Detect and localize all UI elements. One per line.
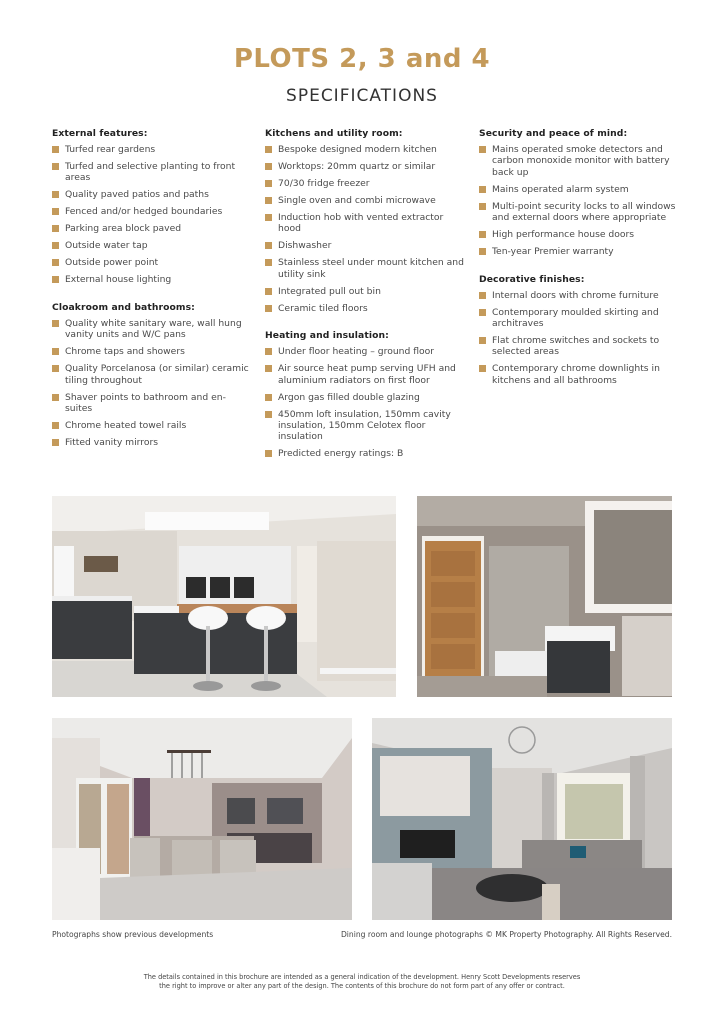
square-bullet-icon — [479, 231, 486, 238]
section-cloakroom-bathrooms — [52, 302, 252, 449]
square-bullet-icon — [52, 191, 59, 198]
square-bullet-icon — [265, 163, 272, 170]
square-bullet-icon — [52, 259, 59, 266]
square-bullet-icon — [52, 320, 59, 327]
list-item: Fenced and/or hedged boundaries — [52, 206, 252, 217]
list-item: Contemporary chrome downlights in kitchens and all bathrooms — [479, 363, 679, 386]
section-kitchens-utility — [265, 128, 465, 314]
list-item: Quality white sanitary ware, wall hung vanity units and W/C pans — [52, 318, 252, 341]
list-item: Predicted energy ratings: B — [265, 448, 465, 459]
square-bullet-icon — [479, 186, 486, 193]
square-bullet-icon — [52, 422, 59, 429]
section-heating-insulation — [265, 330, 465, 460]
list-item: Quality paved patios and paths — [52, 189, 252, 200]
section-heading: External features: — [52, 128, 148, 139]
square-bullet-icon — [265, 259, 272, 266]
page-title: PLOTS 2, 3 and 4 — [233, 44, 491, 74]
square-bullet-icon — [52, 242, 59, 249]
list-item: Under floor heating – ground floor — [265, 346, 465, 357]
square-bullet-icon — [479, 248, 486, 255]
list-item: Integrated pull out bin — [265, 286, 465, 297]
list-item: Outside power point — [52, 257, 252, 268]
list-item: Multi-point security locks to all windows and external doors where appropriate — [479, 201, 679, 224]
square-bullet-icon — [479, 203, 486, 210]
section-heading: Heating and insulation: — [265, 330, 389, 342]
square-bullet-icon — [265, 242, 272, 249]
legal-disclaimer — [100, 973, 624, 991]
square-bullet-icon — [265, 305, 272, 312]
list-item: Internal doors with chrome furniture — [479, 290, 679, 301]
square-bullet-icon — [479, 146, 486, 153]
list-item: Shaver points to bathroom and en-suites — [52, 392, 252, 415]
square-bullet-icon — [479, 365, 486, 372]
list-item: Worktops: 20mm quartz or similar — [265, 161, 465, 172]
square-bullet-icon — [479, 337, 486, 344]
section-heading: Kitchens and utility room: — [265, 128, 403, 139]
list-item: External house lighting — [52, 274, 252, 285]
disclaimer-line-2: the right to improve or alter any part of the design. The contents of this brochure do not form part of any offer or contract. — [159, 982, 565, 990]
list-item: Bespoke designed modern kitchen — [265, 144, 465, 155]
list-item: Ceramic tiled floors — [265, 303, 465, 314]
list-item: 70/30 fridge freezer — [265, 178, 465, 189]
section-heading: Decorative finishes: — [479, 273, 585, 285]
square-bullet-icon — [265, 197, 272, 204]
list-item: Contemporary moulded skirting and architraves — [479, 307, 679, 330]
square-bullet-icon — [52, 146, 59, 153]
list-item: Mains operated smoke detectors and carbon monoxide monitor with battery back up — [479, 144, 679, 178]
square-bullet-icon — [265, 146, 272, 153]
photo-caption-left: Photographs show previous developments — [52, 930, 214, 939]
square-bullet-icon — [265, 365, 272, 372]
list-item: Turfed rear gardens — [52, 144, 252, 155]
spec-column-3 — [479, 128, 679, 402]
section-heading: Cloakroom and bathrooms: — [52, 301, 195, 313]
list-item: Stainless steel under mount kitchen and utility sink — [265, 257, 465, 280]
list-item: Dishwasher — [265, 240, 465, 251]
disclaimer-line-1: The details contained in this brochure are intended as a general indication of the development. Henry Scott Developments reserves — [143, 973, 581, 981]
list-item: Mains operated alarm system — [479, 184, 679, 195]
list-item: High performance house doors — [479, 229, 679, 240]
square-bullet-icon — [265, 288, 272, 295]
photo-credit-caption: Dining room and lounge photographs © MK Property Photography. All Rights Reserved. — [340, 930, 672, 939]
square-bullet-icon — [52, 208, 59, 215]
square-bullet-icon — [52, 163, 59, 170]
square-bullet-icon — [265, 450, 272, 457]
square-bullet-icon — [52, 225, 59, 232]
list-item: Parking area block paved — [52, 223, 252, 234]
square-bullet-icon — [479, 309, 486, 316]
section-security — [479, 128, 679, 258]
spec-column-1 — [52, 128, 252, 464]
photo-lounge — [372, 718, 672, 920]
list-item: Induction hob with vented extractor hood — [265, 212, 465, 235]
square-bullet-icon — [52, 439, 59, 446]
photo-bathroom — [417, 496, 672, 697]
spec-column-2 — [265, 128, 465, 476]
square-bullet-icon — [52, 348, 59, 355]
list-item: 450mm loft insulation, 150mm cavity insulation, 150mm Celotex floor insulation — [265, 409, 465, 443]
square-bullet-icon — [265, 214, 272, 221]
section-external-features — [52, 128, 252, 286]
section-heading: Security and peace of mind: — [479, 128, 628, 139]
square-bullet-icon — [265, 348, 272, 355]
list-item: Fitted vanity mirrors — [52, 437, 252, 448]
list-item: Air source heat pump serving UFH and aluminium radiators on first floor — [265, 363, 465, 386]
square-bullet-icon — [265, 180, 272, 187]
list-item: Quality Porcelanosa (or similar) ceramic tiling throughout — [52, 363, 252, 386]
square-bullet-icon — [479, 292, 486, 299]
square-bullet-icon — [265, 394, 272, 401]
page-subtitle: SPECIFICATIONS — [286, 86, 438, 106]
list-item: Chrome taps and showers — [52, 346, 252, 357]
list-item: Ten-year Premier warranty — [479, 246, 679, 257]
list-item: Argon gas filled double glazing — [265, 392, 465, 403]
square-bullet-icon — [52, 276, 59, 283]
section-decorative-finishes — [479, 274, 679, 387]
photo-dining-room — [52, 718, 352, 920]
photo-kitchen — [52, 496, 396, 697]
list-item: Outside water tap — [52, 240, 252, 251]
square-bullet-icon — [52, 394, 59, 401]
list-item: Flat chrome switches and sockets to selected areas — [479, 335, 679, 358]
list-item: Turfed and selective planting to front areas — [52, 161, 252, 184]
square-bullet-icon — [265, 411, 272, 418]
list-item: Single oven and combi microwave — [265, 195, 465, 206]
square-bullet-icon — [52, 365, 59, 372]
list-item: Chrome heated towel rails — [52, 420, 252, 431]
